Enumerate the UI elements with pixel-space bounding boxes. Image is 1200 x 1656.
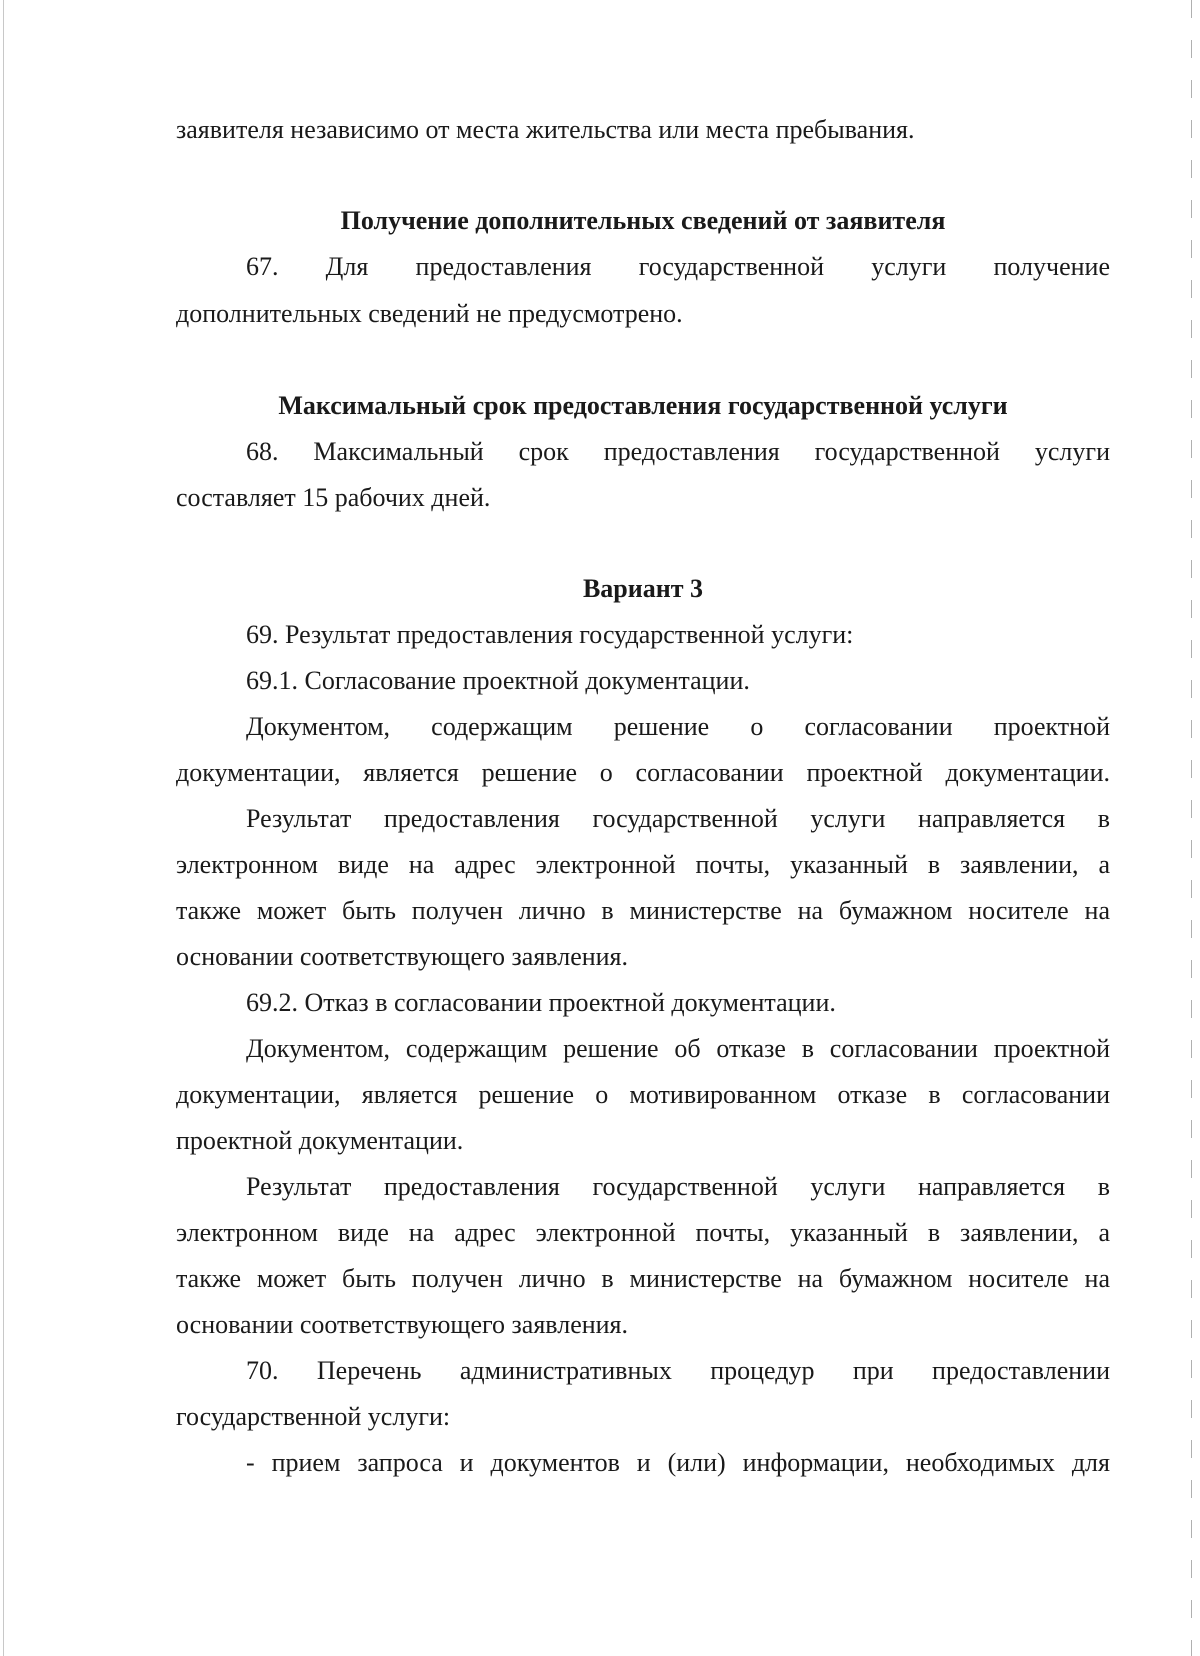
text-line: также может быть получен лично в министерстве на бумажном носителе на <box>176 896 1110 925</box>
text-line: основании соответствующего заявления. <box>176 942 629 971</box>
paragraph-line: 69. Результат предоставления государственной услуги: <box>246 620 854 649</box>
scan-edge-right <box>1191 0 1192 1656</box>
paragraph-line: Результат предоставления государственной услуги направляется в <box>246 1172 1110 1201</box>
paragraph-line: 69.1. Согласование проектной документации. <box>246 666 750 695</box>
paragraph-line: - прием запроса и документов и (или) информации, необходимых для <box>246 1448 1110 1477</box>
text-line: составляет 15 рабочих дней. <box>176 483 491 512</box>
text-line: электронном виде на адрес электронной почты, указанный в заявлении, а <box>176 1218 1110 1247</box>
paragraph-line: 67. Для предоставления государственной услуги получение <box>246 252 1110 281</box>
paragraph-line: Результат предоставления государственной услуги направляется в <box>246 804 1110 833</box>
text-line: электронном виде на адрес электронной почты, указанный в заявлении, а <box>176 850 1110 879</box>
paragraph-line: 68. Максимальный срок предоставления государственной услуги <box>246 437 1110 466</box>
paragraph-line: 70. Перечень административных процедур при предоставлении <box>246 1356 1110 1385</box>
text-line: также может быть получен лично в министерстве на бумажном носителе на <box>176 1264 1110 1293</box>
paragraph-line: Документом, содержащим решение о согласовании проектной <box>246 712 1110 741</box>
text-line: государственной услуги: <box>176 1402 451 1431</box>
section-heading: Максимальный срок предоставления государственной услуги <box>278 391 1008 420</box>
paragraph-line: 69.2. Отказ в согласовании проектной документации. <box>246 988 836 1017</box>
text-line: проектной документации. <box>176 1126 464 1155</box>
text-line: основании соответствующего заявления. <box>176 1310 629 1339</box>
text-line: документации, является решение о согласовании проектной документации. <box>176 758 1110 787</box>
text-line: документации, является решение о мотивированном отказе в согласовании <box>176 1080 1110 1109</box>
text-line: дополнительных сведений не предусмотрено. <box>176 299 683 328</box>
scan-edge-left <box>3 0 4 1656</box>
paragraph-line: Документом, содержащим решение об отказе в согласовании проектной <box>246 1034 1110 1063</box>
section-heading: Вариант 3 <box>582 574 704 603</box>
section-heading: Получение дополнительных сведений от заявителя <box>340 206 946 235</box>
text-line: заявителя независимо от места жительства или места пребывания. <box>176 115 915 144</box>
